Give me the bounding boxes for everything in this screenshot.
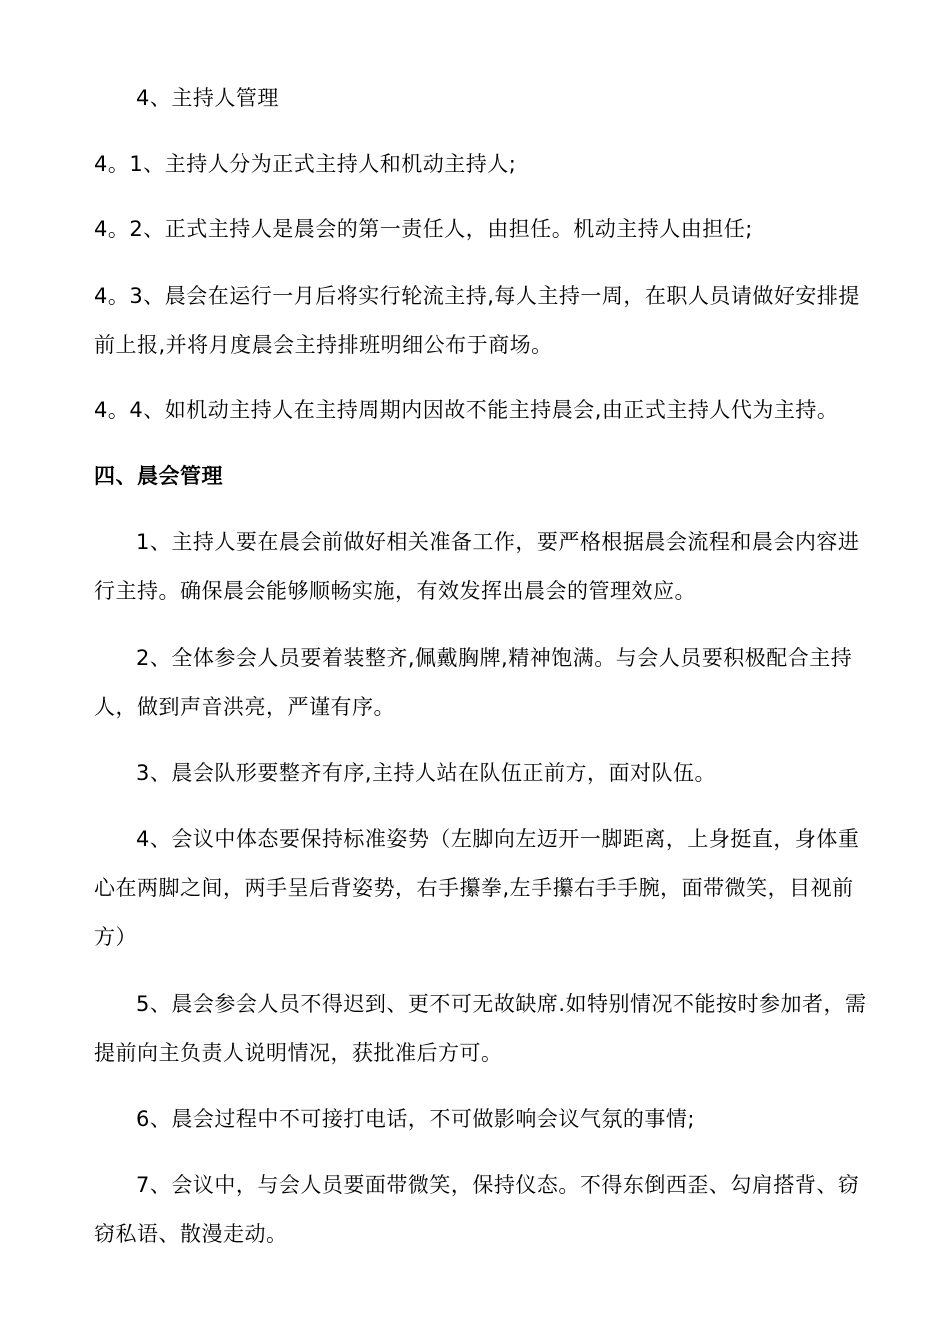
rule-item: 2、全体参会人员要着装整齐,佩戴胸牌,精神饱满。与会人员要积极配合主持人，做到声音洪亮，严谨有序。: [94, 646, 853, 719]
rule-item: 7、会议中，与会人员要面带微笑，保持仪态。不得东倒西歪、勾肩搭背、窃窃私语、散漫走动。: [94, 1173, 860, 1246]
host-item: 4。4、如机动主持人在主持周期内因故不能主持晨会,由正式主持人代为主持。: [94, 398, 839, 422]
host-item: 4。3、晨会在运行一月后将实行轮流主持,每人主持一周，在职人员请做好安排提前上报,并将月度晨会主持排班明细公布于商场。: [94, 284, 860, 357]
rule-item: 5、晨会参会人员不得迟到、更不可无故缺席.如特别情况不能按时参加者，需提前向主负责人说明情况，获批准后方可。: [94, 992, 867, 1065]
host-item: 4。1、主持人分为正式主持人和机动主持人;: [94, 152, 517, 176]
rule-item: 1、主持人要在晨会前做好相关准备工作，要严格根据晨会流程和晨会内容进行主持。确保晨会能够顺畅实施，有效发挥出晨会的管理效应。: [94, 530, 860, 603]
rule-item: 6、晨会过程中不可接打电话，不可做影响会议气氛的事情;: [136, 1107, 695, 1131]
host-item: 4。2、正式主持人是晨会的第一责任人，由担任。机动主持人由担任;: [94, 217, 753, 241]
rule-item: 3、晨会队形要整齐有序,主持人站在队伍正前方，面对队伍。: [136, 761, 717, 785]
subsection-title: 4、主持人管理: [136, 86, 279, 110]
section-title: 四、晨会管理: [94, 464, 223, 488]
rule-item: 4、会议中体态要保持标准姿势（左脚向左迈开一脚距离，上身挺直，身体重心在两脚之间，两手呈后背姿势，右手攥拳,左手攥右手手腕，面带微笑，目视前方）: [94, 827, 860, 949]
